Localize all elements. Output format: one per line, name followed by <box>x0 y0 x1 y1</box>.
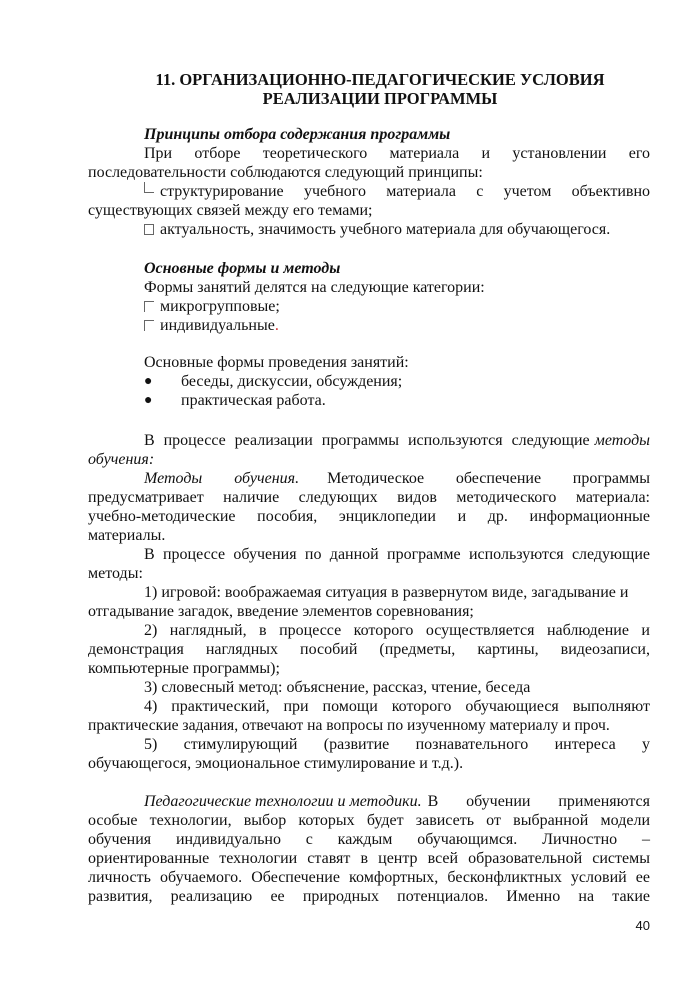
paragraph-line: обучающегося, эмоциональное стимулирование и т.д.). <box>88 755 464 772</box>
methods-intro-italic: методы <box>594 432 650 449</box>
methods-intro-line <box>144 431 650 450</box>
section-heading-forms: Основные формы и методы <box>144 260 341 277</box>
form-item-2: практическая работа. <box>181 392 326 409</box>
category-item-period: . <box>274 317 279 334</box>
paragraph-line: особые технологии, выбор которых будет зависеть от выбранной модели <box>88 812 650 829</box>
paragraph-line: ориентированные технологии ставят в центр всей образовательной системы <box>88 850 650 867</box>
checkbox-icon <box>144 320 154 331</box>
category-item-text: индивидуальные <box>160 317 275 334</box>
checkbox-icon <box>144 301 154 312</box>
paragraph-line: предусматривает наличие следующих видов методического материала: <box>88 489 650 506</box>
principle-item-1 <box>144 182 650 201</box>
methods-label: Методы обучения. <box>144 470 300 487</box>
technologies-text: В обучении применяются <box>427 793 650 810</box>
principle-item-text: актуальность, значимость учебного материала для обучающегося. <box>160 221 611 238</box>
bullet-icon: ● <box>144 393 153 408</box>
checkbox-icon <box>144 182 154 193</box>
method-item-5: 5) стимулирующий (развитие познавательного интереса у <box>144 736 650 753</box>
section-heading-principles: Принципы отбора содержания программы <box>144 126 451 143</box>
paragraph-line: демонстрация наглядных пособий (предметы, картины, видеозаписи, <box>88 641 650 658</box>
paragraph-line: развития, реализацию ее природных потенциалов. Именно на такие <box>88 888 650 905</box>
paragraph-line: обучения индивидуально с каждым обучающимся. Личностно – <box>88 831 650 848</box>
methods-line <box>144 469 650 488</box>
paragraph-line: практические задания, отвечают на вопросы по изученному материалу и проч. <box>88 717 610 734</box>
method-item-1: 1) игровой: воображаемая ситуация в развернутом виде, загадывание и <box>144 584 629 601</box>
paragraph-line: последовательности соблюдаются следующий принципы: <box>88 164 483 181</box>
bullet-icon: ● <box>144 374 153 389</box>
page-number: 40 <box>635 918 650 933</box>
paragraph-line: В процессе обучения по данной программе используются следующие <box>144 546 650 563</box>
paragraph-line: При отборе теоретического материала и установлении его <box>144 145 650 162</box>
methods-intro-text: В процессе реализации программы используются следующие <box>144 432 590 449</box>
category-item-1 <box>144 297 650 316</box>
principle-item-2 <box>144 220 650 239</box>
technologies-label: Педагогические технологии и методики. <box>144 793 422 810</box>
category-item-text: микрогрупповые; <box>160 298 280 315</box>
method-item-4: 4) практический, при помощи которого обучающиеся выполняют <box>144 698 650 715</box>
paragraph-line: отгадывание загадок, введение элементов соревнования; <box>88 603 474 620</box>
paragraph-line: учебно-методические пособия, энциклопедии и др. информационные <box>88 508 650 525</box>
methods-intro-line-2: обучения: <box>88 451 155 468</box>
title-line-1: 11. ОРГАНИЗАЦИОННО-ПЕДАГОГИЧЕСКИЕ УСЛОВИЯ <box>155 70 605 89</box>
paragraph-line: материалы. <box>88 527 166 544</box>
method-item-3: 3) словесный метод: объяснение, рассказ, чтение, беседа <box>144 679 531 696</box>
paragraph-line: личность обучаемого. Обеспечение комфортных, бесконфликтных условий ее <box>88 869 650 886</box>
principle-item-text: структурирование учебного материала с учетом объективно <box>160 183 650 200</box>
checkbox-icon <box>144 224 154 235</box>
methods-text: Методическое обеспечение программы <box>327 470 650 487</box>
paragraph-line: Основные формы проведения занятий: <box>144 354 409 371</box>
title-line-2: РЕАЛИЗАЦИИ ПРОГРАММЫ <box>262 89 498 108</box>
form-item-1: беседы, дискуссии, обсуждения; <box>181 373 403 390</box>
technologies-line <box>144 792 650 811</box>
paragraph-line: существующих связей между его темами; <box>88 202 373 219</box>
paragraph-line: компьютерные программы); <box>88 660 280 677</box>
category-item-2 <box>144 316 650 335</box>
paragraph-line: методы: <box>88 565 143 582</box>
method-item-2: 2) наглядный, в процессе которого осуществляется наблюдение и <box>144 622 650 639</box>
paragraph-line: Формы занятий делятся на следующие категории: <box>144 279 485 296</box>
